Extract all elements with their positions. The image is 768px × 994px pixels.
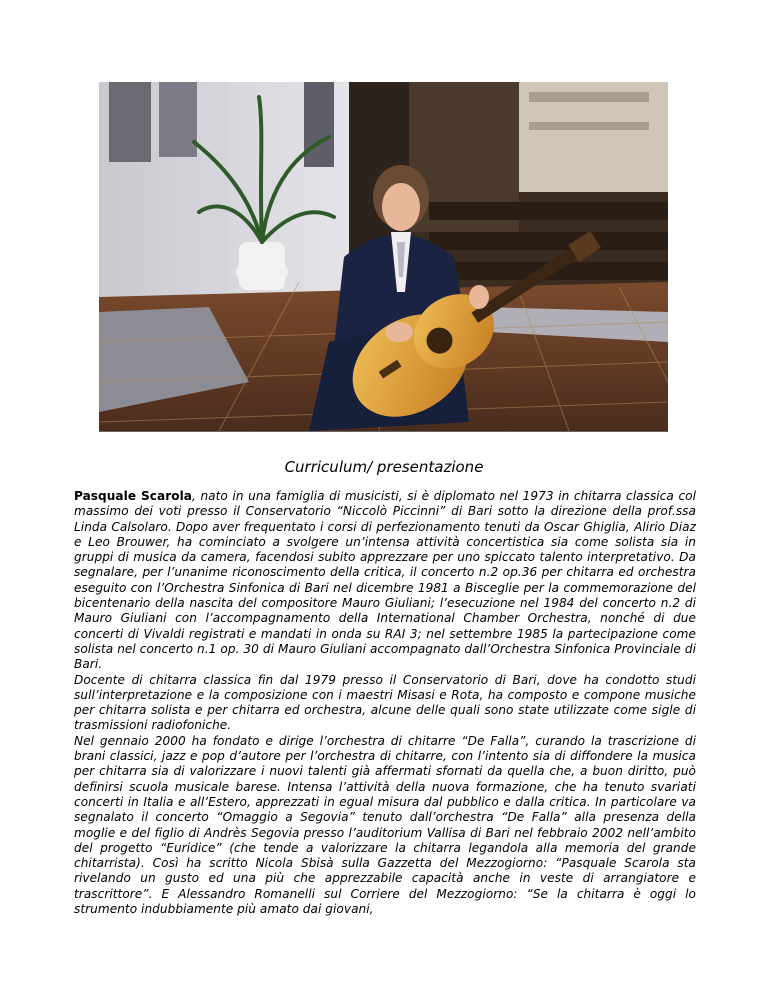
paragraph-1-text: , nato in una famiglia di musicisti, si è diplomato nel 1973 in chitarra classica col massimo dei voti presso il Conservatorio “Niccolò Piccinni” di Bari sotto la direzione della prof.ssa Linda Calsolaro. Dopo aver frequentato i corsi di perfezionamento tenuti da Oscar Ghiglia, Alirio Diaz e Leo Brouwer, ha cominciato a svolgere un’intensa attività concertistica sia come solista sia in gruppi di musica da camera, facendosi subito apprezzare per uno spiccato talento interpretativo. Da segnalare, per l’unanime riconoscimento della critica, il concerto n.2 op.36 per chitarra ed orchestra eseguito con l’Orchestra Sinfonica di Bari nel dicembre 1981 a Bisceglie per la commemorazione del bicentenario della nascita del compositore Mauro Giuliani; l’esecuzione nel 1984 del concerto n.2 di Mauro Giuliani con l’accompagnamento della International Chamber Orchestra, nonché di due concerti di Vivaldi registrati e mandati in onda su RAI 3; nel settembre 1985 la partecipazione come solista nel concerto n.1 op. 30 di Mauro Giuliani accompagnato dall’Orchestra Sinfonica Provinciale di Bari.	[74, 489, 696, 672]
author-name: Pasquale Scarola	[74, 489, 192, 503]
guitarist-photo	[99, 82, 668, 432]
paragraph-1	[74, 489, 696, 673]
photo-illustration	[99, 82, 668, 431]
document-heading: Curriculum/ presentazione	[284, 458, 484, 476]
document-body	[74, 489, 696, 917]
paragraph-2: Docente di chitarra classica fin dal 1979 presso il Conservatorio di Bari, dove ha condotto studi sull’interpretazione e la composizione con i maestri Misasi e Rota, ha composto e compone musiche per chitarra solista e per chitarra ed orchestra, alcune delle quali sono state utilizzate come sigle di trasmissioni radiofoniche.	[74, 672, 696, 733]
paragraph-3: Nel gennaio 2000 ha fondato e dirige l’orchestra di chitarre “De Falla”, curando la trascrizione di brani classici, jazz e pop d’autore per l’orchestra di chitarre, con l’intento sia di diffondere la musica per chitarra sia di valorizzare i nuovi talenti già affermati sfornati da quella che, a buon diritto, può definirsi scuola musicale barese. Intensa l’attività della nuova formazione, che ha tenuto svariati concerti in Italia e all’Estero, apprezzati in egual misura dal pubblico e dalla critica. In particolare va segnalato il concerto “Omaggio a Segovia” tenuto dall’orchestra “De Falla” alla presenza della moglie e del figlio di Andrès Segovia presso l’auditorium Vallisa di Bari nel febbraio 2002 nell’ambito del progetto “Euridice” (che tende a valorizzare la chitarra legandola alla memoria del grande chitarrista). Così ha scritto Nicola Sbisà sulla Gazzetta del Mezzogiorno: “Pasquale Scarola sta rivelando un gusto ed una più che apprezzabile capacità anche in veste di arrangiatore e trascrittore”. E Alessandro Romanelli sul Corriere del Mezzogiorno: “Se la chitarra è oggi lo strumento indubbiamente più amato dai giovani,	[74, 733, 696, 917]
